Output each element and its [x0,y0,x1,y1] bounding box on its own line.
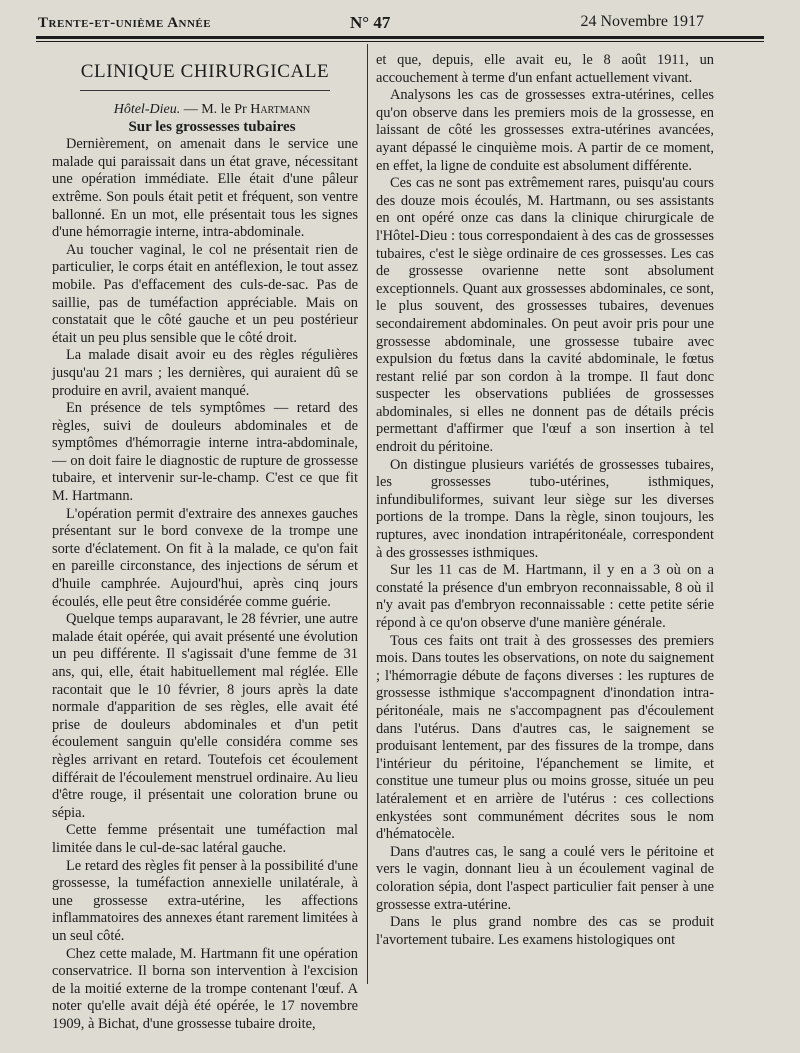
column-divider [367,44,368,984]
paragraph: Cette femme présentait une tuméfaction mal limitée dans le cul-de-sac latéral gauche. [52,822,358,856]
header-rule-thin [36,41,764,42]
running-head [38,13,704,33]
paragraph: Le retard des règles fit penser à la possibilité d'une grossesse, la tuméfaction annexielle unilatérale, à une grossesse extra-utérine, les affections inflammatoires des annexes étant rarement limitées à un seul côté. [52,857,358,944]
paragraph: Au toucher vaginal, le col ne présentait rien de particulier, le corps était en antéflexion, le tout assez mobile. Pas d'effacement des culs-de-sac. Pas de saillie, pas de tuméfaction appréciable. Mais on constatait que le côté gauche et un peu postérieur était un peu plus sensible que le côté droit. [52,241,358,346]
right-column [376,52,714,949]
paragraph: Sur les 11 cas de M. Hartmann, il y en a 3 où on a constaté la présence d'un embryon reconnaissable, 8 où il n'y avait pas d'embryon reconnaissable : cette petite série répond à ce qu'on observe d'une manière générale. [376,562,714,631]
byline-place: Hôtel-Dieu. [113,102,181,117]
paragraph: La malade disait avoir eu des règles régulières jusqu'au 21 mars ; les dernières, qui auraient dû se produire en avril, avaient manqué. [52,347,358,399]
paragraph: Analysons les cas de grossesses extra-utérines, celles qu'on observe dans les premiers mois de la grossesse, en laissant de côté les grossesses extra-utérines avancées, ayant dépassé le cinquième mois. A partir de ce moment, en effet, la ligne de conduite est absolument différente. [376,87,714,174]
paragraph: Dans le plus grand nombre des cas se produit l'avortement tubaire. Les examens histologiques ont [376,914,714,948]
header-rule-thick [36,36,764,39]
title-rule [80,90,330,91]
byline-author: Hartmann [250,102,311,117]
byline-sep: — M. le Pr [180,102,251,117]
paragraph: Quelque temps auparavant, le 28 février, une autre malade était opérée, qui avait présenté une évolution un peu différente. Il s'agissait d'une femme de 31 ans, qui, elle, était habituellement mal réglée. Elle racontait que le 10 février, 8 jours après la date normale d'apparition de ses règles, elle avait été prise de douleurs abdominales et d'un petit écoulement sanguin qu'elle considéra comme ses règles arrivant en retard. Toutefois cet écoulement différait de l'écoulement menstruel ordinaire. Au lieu d'être rouge, il présentait une coloration brune ou sépia. [52,611,358,821]
paragraph: Dernièrement, on amenait dans le service une malade qui paraissait dans un état grave, nécessitant une opération immédiate. Elle était d'une pâleur extrême. Son pouls était petit et fréquent, son ventre ballonné. En un mot, elle présentait tous les signes d'une hémorragie interne, intra-abdominale. [52,136,358,241]
byline [52,101,358,119]
paragraph: Chez cette malade, M. Hartmann fit une opération conservatrice. Il borna son intervention à l'excision de la moitié externe de la trompe contenant l'œuf. A noter qu'elle avait déjà été opérée, le 17 novembre 1909, à Bichat, d'une grossesse tubaire droite, [52,945,358,1032]
section-title: CLINIQUE CHIRURGICALE [80,61,330,82]
volume-label: Trente-et-unième Année [38,15,212,31]
issue-date: 24 Novembre 1917 [580,13,704,30]
paragraph: Dans d'autres cas, le sang a coulé vers le péritoine et vers le vagin, donnant lieu à un écoulement vaginal de coloration sépia, dont l'aspect particulier fait penser à une grossesse extra-utérine. [376,843,714,913]
article-subtitle: Sur les grossesses tubaires [128,118,296,135]
paragraph: Tous ces faits ont trait à des grossesses des premiers mois. Dans toutes les observations, on note du saignement ; l'hémorragie débute de façons diverses : les ruptures de grossesse isthmique s'accompagnent d'inondation intra-péritonéale, mais ne s'accompagnent pas d'écoulement dans l'utérus. Dans d'autres cas, le saignement se produisant lentement, par des fissures de la trompe, dans l'intérieur du péritoine, l'épanchement se limite, et constitue une tumeur plus ou moins grosse, située un peu latéralement et en arrière de l'utérus : ces collections enkystées sont communément décrites sous le nom d'hématocèle. [376,632,714,843]
paragraph-continued: et que, depuis, elle avait eu, le 8 août 1911, un accouchement à terme d'un enfant actuellement vivant. [376,52,714,86]
left-column [52,52,358,1033]
paragraph: L'opération permit d'extraire des annexes gauches présentant sur le bord convexe de la trompe une sorte d'éclatement. On fit à la malade, ce qu'on fait en pareille circonstance, des injections de sérum et d'huile camphrée. Aujourd'hui, après cinq jours écoulés, elle peut être considérée comme guérie. [52,505,358,610]
paragraph: Ces cas ne sont pas extrêmement rares, puisqu'au cours des douze mois écoulés, M. Hartmann, ou ses assistants en ont opéré onze cas dans la clinique chirurgicale de l'Hôtel-Dieu : tous correspondaient à des cas de grossesses tubaires, c'est le siège ordinaire de ces grossesses. Les cas de grossesse ovarienne nette sont absolument exceptionnels. Quant aux grossesses abdominales, ce sont, le plus souvent, des grossesses tubaires, devenues secondairement abdominales. On peut avoir pris pour une grossesse abdominale, une grossesse tubaire avec expulsion du fœtus dans la cavité abdominale, le fœtus restant relié par son cordon à la trompe. Il faut donc suspecter les observations publiées de grossesses abdominales, si elles ne donnent pas de détails précis permettant d'affirmer que l'œuf a son insertion à tel endroit du péritoine. [376,175,714,456]
paragraph: On distingue plusieurs variétés de grossesses tubaires, les grossesses tubo-utérines, isthmiques, infundibuliformes, suivant leur siège sur les diverses portions de la trompe. Dans la règle, sinon toujours, les ruptures, avec inondation intrapéritonéale, correspondent à des grossesses isthmiques. [376,456,714,561]
paragraph: En présence de tels symptômes — retard des règles, suivi de douleurs abdominales et de symptômes d'hémorragie interne intra-abdominale, — on doit faire le diagnostic de rupture de grossesse tubaire, et intervenir sur-le-champ. C'est ce que fit M. Hartmann. [52,400,358,505]
issue-number: N° 47 [350,13,391,32]
